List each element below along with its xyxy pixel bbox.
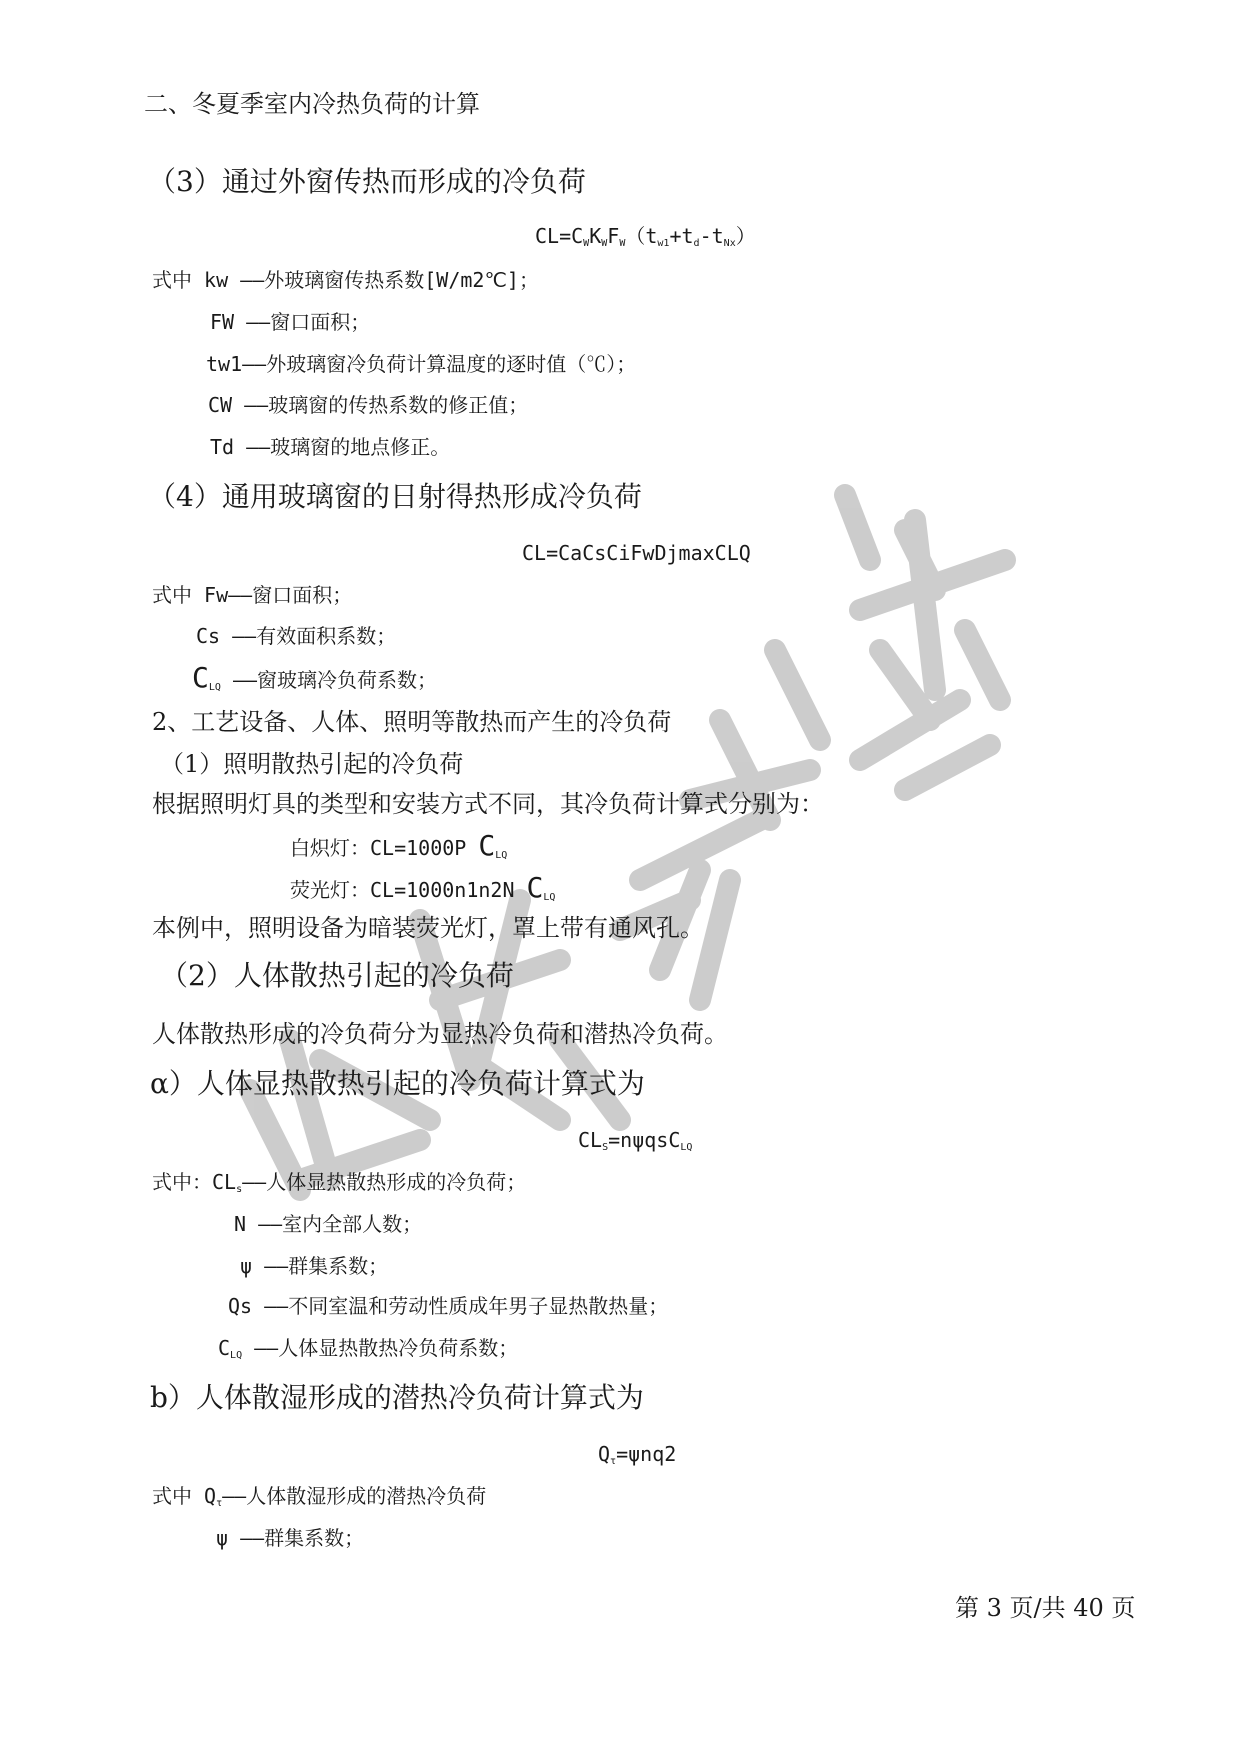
formula-window-conduction: $CL=C_WK_WF_W(t_{w1}+t_d-t_{Nx})$: [535, 224, 756, 249]
definition-line: tw1——外玻璃窗冷负荷计算温度的逐时值（℃）；: [206, 352, 637, 376]
paragraph-text: 根据照明灯具的类型和安装方式不同，其冷负荷计算式分别为：: [152, 790, 824, 818]
definition-line: 式中 kw ——外玻璃窗传热系数[W/m2℃]；: [152, 268, 539, 292]
definition-line: Td ——玻璃窗的地点修正。: [210, 435, 451, 459]
page-number-footer: 第 3 页/共 40 页: [955, 1594, 1136, 1622]
definition-line: N ——室内全部人数；: [234, 1212, 423, 1236]
formula-incandescent: 白炽灯：CL=1000P $C_{LQ}$: [290, 829, 508, 862]
paragraph-title-lighting: （1）照明散热引起的冷负荷: [160, 750, 464, 778]
definition-line: Qs ——不同室温和劳动性质成年男子显热散热量；: [228, 1294, 669, 1318]
definition-line: Cs ——有效面积系数；: [196, 624, 397, 648]
formula-latent-heat: $Q_\tau=\psi nq2$: [598, 1442, 677, 1467]
definition-line: 式中 $Q_\tau——$人体散湿形成的潜热冷负荷: [152, 1484, 487, 1509]
formula-sensible-heat: $CL_S=n\psi qsC_{LQ}$: [578, 1128, 693, 1153]
definition-line: ψ ——群集系数；: [240, 1254, 389, 1278]
definition-line: 式中 Fw——窗口面积；: [152, 583, 353, 607]
section-title-2: 2、工艺设备、人体、照明等散热而产生的冷负荷: [152, 708, 672, 736]
paragraph-title-human: （2）人体散热引起的冷负荷: [160, 959, 514, 992]
definition-line: 式中：$CL_s——$人体显热散热形成的冷负荷；: [152, 1170, 527, 1195]
definition-line: ψ ——群集系数；: [216, 1526, 365, 1550]
paragraph-note: 本例中，照明设备为暗装荧光灯，罩上带有通风孔。: [152, 914, 704, 942]
definition-line: $C_{LQ}$ ——窗玻璃冷负荷系数；: [192, 661, 438, 694]
subsection-title-3: （3）通过外窗传热而形成的冷负荷: [148, 165, 586, 198]
subsection-title-4: （4）通用玻璃窗的日射得热形成冷负荷: [148, 480, 642, 513]
subsection-title-b: b）人体散湿形成的潜热冷负荷计算式为: [150, 1381, 644, 1414]
paragraph-text: 人体散热形成的冷负荷分为显热冷负荷和潜热冷负荷。: [152, 1020, 728, 1048]
definition-line: CW ——玻璃窗的传热系数的修正值；: [208, 393, 529, 417]
formula-solar-gain: CL=CaCsCiFwDjmaxCLQ: [522, 541, 751, 565]
formula-fluorescent: 荧光灯：CL=1000n1n2N $C_{LQ}$: [290, 871, 556, 904]
definition-line: $C_{LQ}$ ——人体显热散热冷负荷系数；: [218, 1336, 519, 1361]
section-heading: 二、冬夏季室内冷热负荷的计算: [144, 90, 480, 118]
subsection-title-alpha: α）人体显热散热引起的冷负荷计算式为: [150, 1067, 645, 1100]
definition-line: FW ——窗口面积；: [210, 310, 371, 334]
